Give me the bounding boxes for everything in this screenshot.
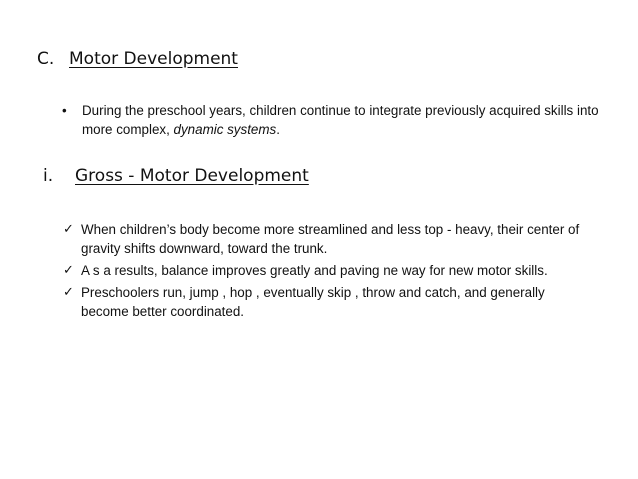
bullet-item <box>62 101 612 139</box>
bullet-dot-icon: • <box>62 103 67 118</box>
checklist-item-text: When children’s body become more streamlined and less top - heavy, their center of gravity shifts downward, toward the trunk. <box>81 222 580 256</box>
checklist-item <box>63 261 593 280</box>
bullet-text <box>62 101 612 139</box>
bullet-text-emphasis: dynamic systems <box>173 122 277 137</box>
section-title: Motor Development <box>69 49 238 69</box>
section-heading-motor-development <box>37 49 238 69</box>
subsection-marker: i. <box>43 166 54 186</box>
checkmark-icon: ✓ <box>63 263 74 278</box>
section-marker: C. <box>37 49 55 69</box>
subsection-title: Gross - Motor Development <box>75 166 309 186</box>
checklist <box>63 220 593 324</box>
bullet-text-main: During the preschool years, children continue to integrate previously acquired skills into more complex, <box>82 103 599 137</box>
section-heading-gross-motor <box>43 166 309 186</box>
checklist-item <box>63 283 593 321</box>
bullet-text-end: . <box>276 122 280 137</box>
checkmark-icon: ✓ <box>63 285 74 300</box>
checkmark-icon: ✓ <box>63 222 74 237</box>
checklist-item-text: A s a results, balance improves greatly and paving ne way for new motor skills. <box>81 263 548 278</box>
checklist-item <box>63 220 593 258</box>
checklist-item-text: Preschoolers run, jump , hop , eventually skip , throw and catch, and generally become better coordinated. <box>81 285 545 319</box>
